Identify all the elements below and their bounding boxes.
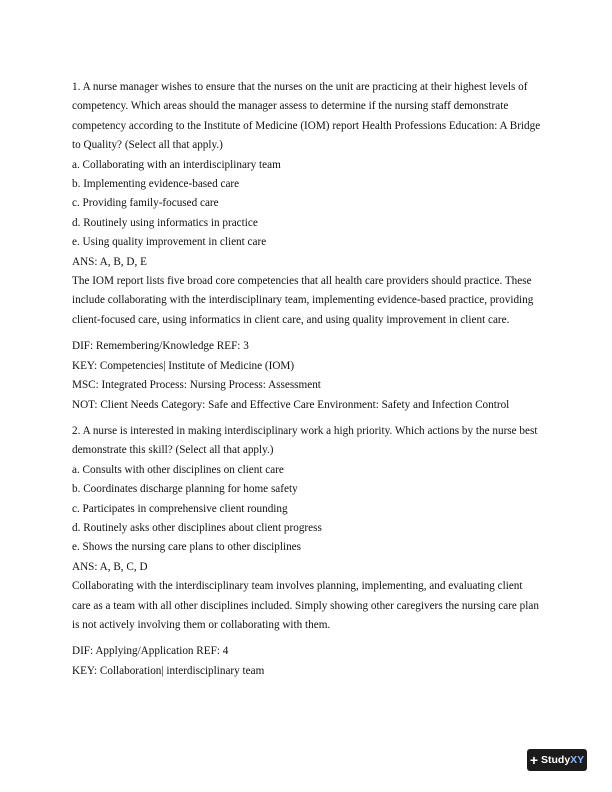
question-1-option-c: c. Providing family-focused care bbox=[72, 197, 219, 210]
question-2-option-b: b. Coordinates discharge planning for home safety bbox=[72, 483, 298, 496]
question-1-option-e: e. Using quality improvement in client care bbox=[72, 236, 267, 249]
question-1-answer: ANS: A, B, D, E bbox=[72, 255, 147, 268]
question-1-msc: MSC: Integrated Process: Nursing Process: Assessment bbox=[72, 379, 321, 392]
question-2-option-a: a. Consults with other disciplines on client care bbox=[72, 463, 284, 476]
question-1-stem: 1. A nurse manager wishes to ensure that the nurses on the unit are practicing at their highest levels of competency. Which areas should the manager assess to determine if the nursing staff demonstrate competency according to the Institute of Medicine (IOM) report Health Professions Education: A Bridge to Quality? (Select all that apply.) bbox=[72, 81, 541, 152]
question-2-option-d: d. Routinely asks other disciplines about client progress bbox=[72, 521, 322, 534]
brand-prefix: Study bbox=[541, 754, 571, 766]
document-page bbox=[72, 78, 542, 681]
question-2-key: KEY: Collaboration| interdisciplinary team bbox=[72, 664, 265, 677]
question-1-key: KEY: Competencies| Institute of Medicine (IOM) bbox=[72, 359, 295, 372]
question-2-rationale: Collaborating with the interdisciplinary team involves planning, implementing, and evaluating client care as a team with all other disciplines included. Simply showing other caregivers the nursing care plan is not actively involving them or collaborating with them. bbox=[72, 580, 539, 631]
question-1-option-b: b. Implementing evidence-based care bbox=[72, 178, 240, 191]
question-2-answer: ANS: A, B, C, D bbox=[72, 560, 148, 573]
question-2-option-e: e. Shows the nursing care plans to other disciplines bbox=[72, 541, 301, 554]
question-1-option-d: d. Routinely using informatics in practice bbox=[72, 216, 258, 229]
question-1-rationale: The IOM report lists five broad core competencies that all health care providers should practice. These include collaborating with the interdisciplinary team, implementing evidence-based practice, providing client-focused care, using informatics in client care, and using quality improvement in client care. bbox=[72, 275, 534, 326]
question-1-dif: DIF: Remembering/Knowledge REF: 3 bbox=[72, 340, 249, 353]
question-2-stem: 2. A nurse is interested in making interdisciplinary work a high priority. Which actions by the nurse best demonstrate this skill? (Select all that apply.) bbox=[72, 424, 538, 457]
question-2-dif: DIF: Applying/Application REF: 4 bbox=[72, 645, 229, 658]
question-2 bbox=[72, 422, 542, 681]
studyxy-watermark-badge[interactable] bbox=[527, 749, 587, 771]
question-1-not: NOT: Client Needs Category: Safe and Effective Care Environment: Safety and Infection Control bbox=[72, 398, 510, 411]
question-1 bbox=[72, 78, 542, 415]
question-2-option-c: c. Participates in comprehensive client rounding bbox=[72, 502, 288, 515]
plus-icon: + bbox=[529, 752, 538, 768]
brand-suffix: XY bbox=[570, 754, 585, 766]
question-1-option-a: a. Collaborating with an interdisciplinary team bbox=[72, 158, 281, 171]
